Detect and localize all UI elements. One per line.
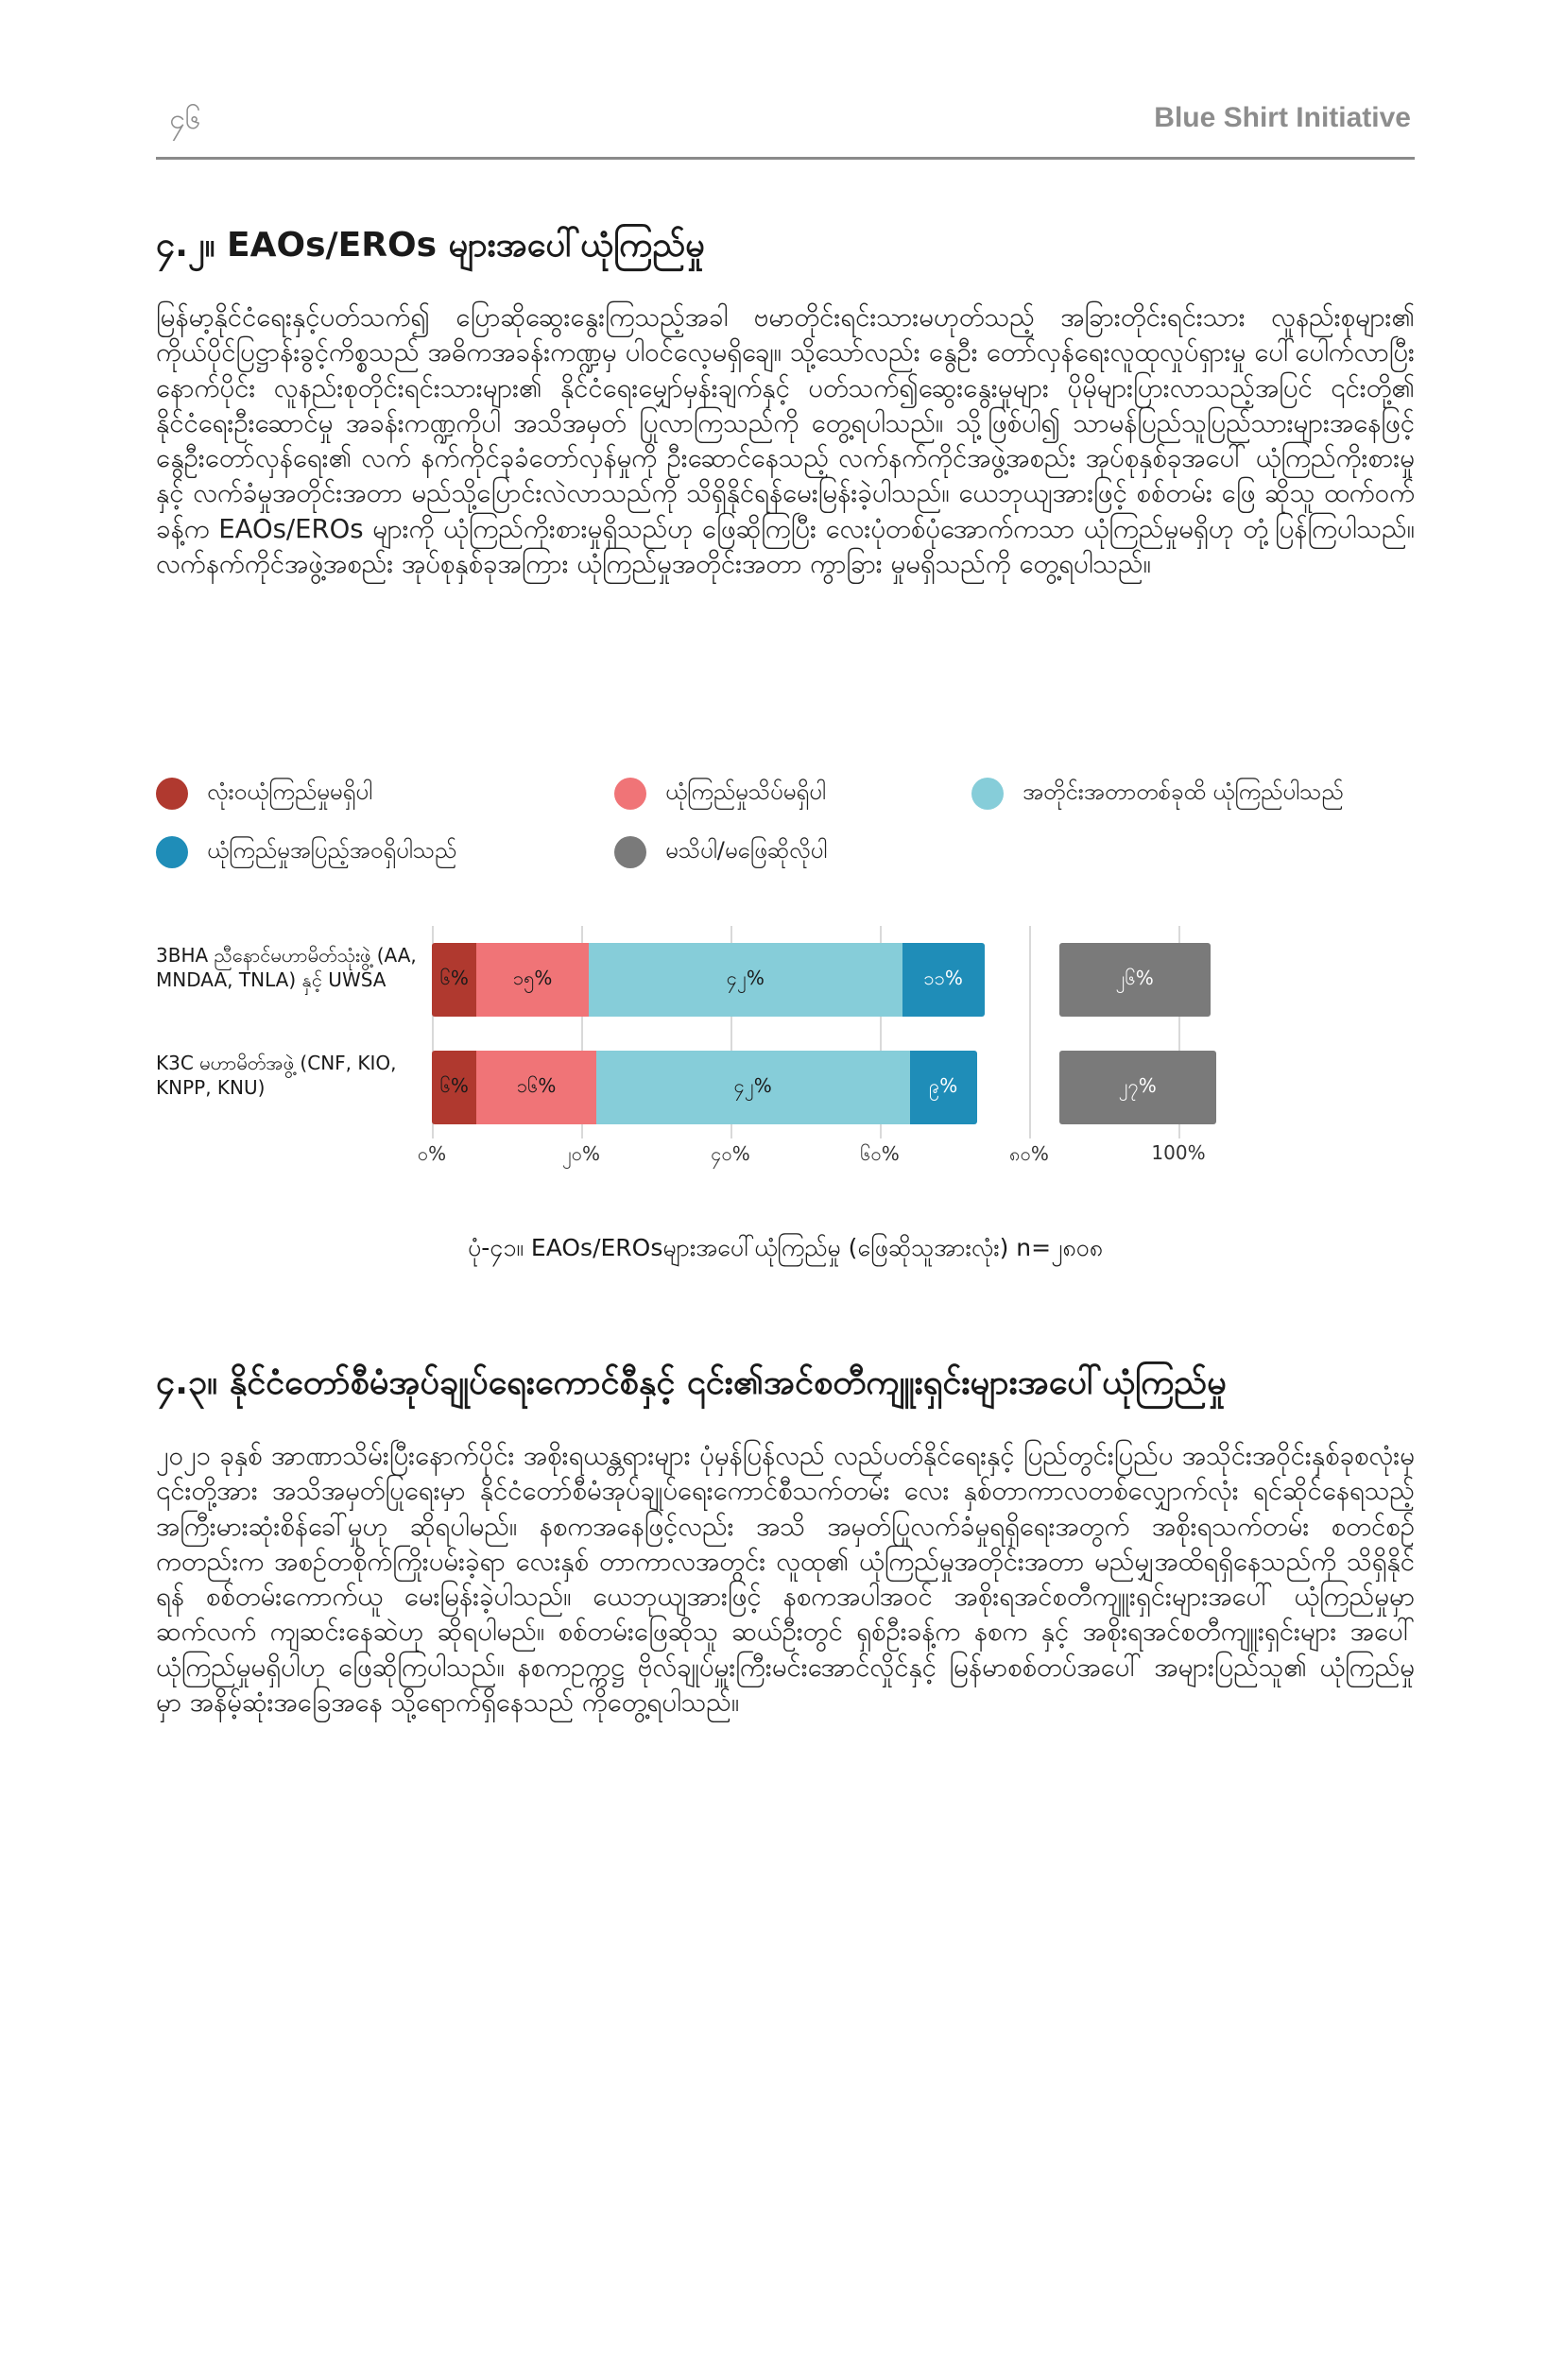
x-tick-label: ၂၀% <box>561 1142 601 1165</box>
bar-segment: ၁၅% <box>476 943 589 1017</box>
legend-label: အတိုင်းအတာတစ်ခုထိ ယုံကြည်ပါသည် <box>1023 779 1344 805</box>
legend-item-dont-know <box>614 833 827 871</box>
figure-caption: ပုံ-၄၁။ EAOs/EROsများအပေါ်ယုံကြည်မှု (ဖြေဆိုသူအားလုံး) n=၂၈၀၈ <box>467 1234 1104 1261</box>
legend-swatch <box>614 836 646 868</box>
bar-segment: ၂၇% <box>1059 1051 1216 1124</box>
stacked-bar-chart <box>156 926 1415 1190</box>
bar-segment: ၁၆% <box>476 1051 595 1124</box>
section-paragraph-eaos: မြန်မာ့နိုင်ငံရေးနှင့်ပတ်သက်၍ ပြောဆိုဆွေးနွေးကြသည့်အခါ ဗမာတိုင်းရင်းသားမဟုတ်သည့် အခြားတိုင်းရင်းသား လူနည်းစုများ၏ ကိုယ်ပိုင်ပြဋ္ဌာန်းခွင့်ကိစ္စသည် အဓိကအခန်းကဏ္ဍမှ ပါဝင်လေ့မရှိချေ။ သို့သော်လည်း နွေဦး တော်လှန်ရေးလူထုလှုပ်ရှားမှု ပေါ်ပေါက်လာပြီးနောက်ပိုင်း လူနည်းစုတိုင်းရင်းသားများ၏ နိုင်ငံရေးမျှော်မှန်းချက်နှင့် ပတ်သက်၍ဆွေးနွေးမှုများ ပိုမိုများပြားလာသည့်အပြင် ၎င်းတို့၏ နိုင်ငံရေးဦးဆောင်မှု အခန်းကဏ္ဍကိုပါ အသိအမှတ် ပြုလာကြသည်ကို တွေ့ရပါသည်။ သို့ဖြစ်ပါ၍ သာမန်ပြည်သူပြည်သားများအနေဖြင့် နွေဦးတော်လှန်ရေး၏ လက် နက်ကိုင်ခုခံတော်လှန်မှုကို ဦးဆောင်နေသည့် လက်နက်ကိုင်အဖွဲ့အစည်း အုပ်စုနှစ်ခုအပေါ် ယုံကြည်ကိုးစားမှုနှင့် လက်ခံမှုအတိုင်းအတာ မည်သို့ပြောင်းလဲလာသည်ကို သိရှိနိုင်ရန်မေးမြန်းခဲ့ပါသည်။ ယေဘုယျအားဖြင့် စစ်တမ်း ဖြေ ဆိုသူ ထက်ဝက်ခန့်က EAOs/EROs များကို ယုံကြည်ကိုးစားမှုရှိသည်ဟု ဖြေဆိုကြပြီး လေးပုံတစ်ပုံအောက်ကသာ ယုံကြည်မှုမရှိဟု တုံ့ပြန်ကြပါသည်။ လက်နက်ကိုင်အဖွဲ့အစည်း အုပ်စုနှစ်ခုအကြား ယုံကြည်မှုအတိုင်းအတာ ကွာခြား မှုမရှိသည်ကို တွေ့ရပါသည်။ <box>156 302 1415 580</box>
category-label-k3c: K3C မဟာမိတ်အဖွဲ့ (CNF, KIO, KNPP, KNU) <box>156 1052 397 1099</box>
legend-item-some-trust <box>971 775 1344 813</box>
chart-legend <box>156 775 1415 879</box>
bar-segment: ၉% <box>910 1051 977 1124</box>
section-title-sac: ၄.၃။ နိုင်ငံတော်စီမံအုပ်ချုပ်ရေးကောင်စီနှင့် ၎င်း၏အင်စတီကျူးရှင်းများအပေါ်ယုံကြည်မှု <box>156 1363 1227 1402</box>
grid-line <box>1029 926 1031 1139</box>
x-tick-label: ၆၀% <box>860 1142 900 1165</box>
legend-swatch <box>156 836 188 868</box>
bar-segment: ၆% <box>432 943 476 1017</box>
page-number: ၄၆ <box>169 103 201 136</box>
legend-swatch <box>971 778 1004 810</box>
legend-item-no-trust <box>156 775 372 813</box>
page-header <box>156 94 1415 160</box>
legend-swatch <box>614 778 646 810</box>
x-tick-label: ၄၀% <box>711 1142 750 1165</box>
x-tick-label: 100% <box>1151 1141 1206 1164</box>
legend-swatch <box>156 778 188 810</box>
legend-item-little-trust <box>614 775 826 813</box>
report-name: Blue Shirt Initiative <box>1154 102 1411 133</box>
x-tick-label: ၀% <box>417 1142 447 1165</box>
bar-segment: ၆% <box>432 1051 476 1124</box>
bar-segment: ၂၆% <box>1059 943 1211 1017</box>
section-title-eaos: ၄.၂။ EAOs/EROs များအပေါ်ယုံကြည်မှု <box>156 226 705 265</box>
bar-segment: ၄၂% <box>589 943 902 1017</box>
bar-segment: ၄၂% <box>596 1051 910 1124</box>
legend-label: မသိပါ/မဖြေဆိုလိုပါ <box>665 837 828 864</box>
legend-label: ယုံကြည်မှုအပြည့်အဝရှိပါသည် <box>207 837 457 864</box>
legend-label: လုံးဝယုံကြည်မှုမရှိပါ <box>207 779 373 805</box>
legend-label: ယုံကြည်မှုသိပ်မရှိပါ <box>665 779 826 805</box>
section-paragraph-sac: ၂၀၂၁ ခုနှစ် အာဏာသိမ်းပြီးနောက်ပိုင်း အစိုးရယန္တရားများ ပုံမှန်ပြန်လည် လည်ပတ်နိုင်ရေးနှင့် ပြည်တွင်းပြည်ပ အသိုင်းအဝိုင်းနှစ်ခုစလုံးမှ ၎င်းတို့အား အသိအမှတ်ပြုရေးမှာ နိုင်ငံတော်စီမံအုပ်ချုပ်ရေးကောင်စီသက်တမ်း လေး နှစ်တာကာလတစ်လျှောက်လုံး ရင်ဆိုင်နေရသည့် အကြီးမားဆုံးစိန်ခေါ်မှုဟု ဆိုရပါမည်။ နစကအနေဖြင့်လည်း အသိ အမှတ်ပြုလက်ခံမှုရရှိရေးအတွက် အစိုးရသက်တမ်း စတင်စဉ်ကတည်းက အစဉ်တစိုက်ကြိုးပမ်းခဲ့ရာ လေးနှစ် တာကာလအတွင်း လူထု၏ ယုံကြည်မှုအတိုင်းအတာ မည်မျှအထိရရှိနေသည်ကို သိရှိနိုင်ရန် စစ်တမ်းကောက်ယူ မေးမြန်းခဲ့ပါသည်။ ယေဘုယျအားဖြင့် နစကအပါအဝင် အစိုးရအင်စတီကျူးရှင်းများအပေါ် ယုံကြည်မှုမှာ ဆက်လက် ကျဆင်းနေဆဲဟု ဆိုရပါမည်။ စစ်တမ်းဖြေဆိုသူ ဆယ်ဦးတွင် ရှစ်ဦးခန့်က နစက နှင့် အစိုးရအင်စတီကျူးရှင်းများ အပေါ် ယုံကြည်မှုမရှိပါဟု ဖြေဆိုကြပါသည်။ နစကဥက္ကဋ္ဌ ဗိုလ်ချုပ်မှူးကြီးမင်းအောင်လှိုင်နှင့် မြန်မာစစ်တပ်အပေါ် အများပြည်သူ၏ ယုံကြည်မှု မှာ အနိမ့်ဆုံးအခြေအနေ သို့ရောက်ရှိနေသည် ကိုတွေ့ရပါသည်။ <box>156 1441 1415 1719</box>
legend-item-full-trust <box>156 833 456 871</box>
bar-segment: ၁၁% <box>902 943 985 1017</box>
category-label-3bha: 3BHA ညီနောင်မဟာမိတ်သုံးဖွဲ့ (AA, MNDAA, TNLA) နှင့် UWSA <box>156 944 417 991</box>
x-tick-label: ၈၀% <box>1009 1142 1049 1165</box>
